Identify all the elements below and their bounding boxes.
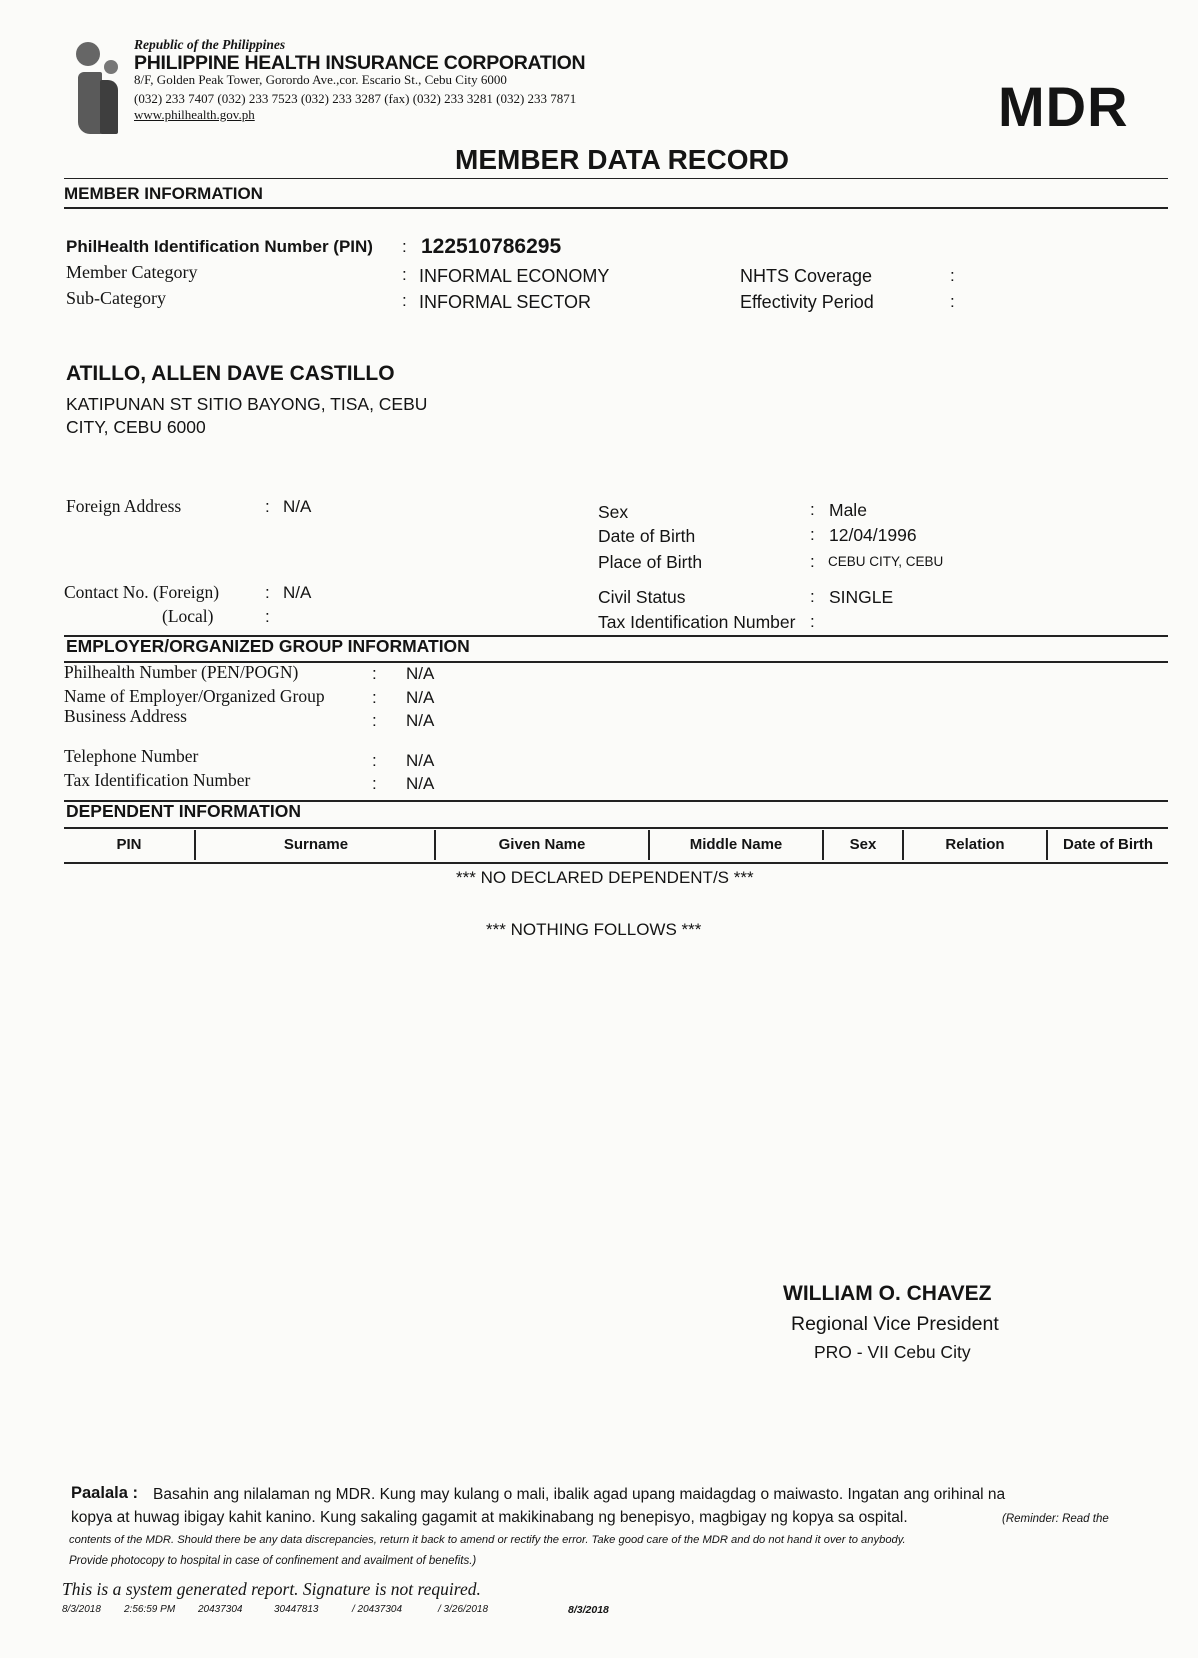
- stamp-date2: / 3/26/2018: [438, 1604, 489, 1615]
- dependent-header-top-rule: [64, 827, 1168, 829]
- reminder-line2: Provide photocopy to hospital in case of confinement and availment of benefits.): [69, 1555, 477, 1567]
- signatory-name: WILLIAM O. CHAVEZ: [783, 1282, 992, 1305]
- member-address-line2: CITY, CEBU 6000: [66, 417, 206, 437]
- pen-colon: :: [372, 664, 377, 683]
- foreign-address-colon: :: [265, 497, 270, 516]
- member-tin-label: Tax Identification Number: [598, 612, 796, 632]
- member-name: ATILLO, ALLEN DAVE CASTILLO: [66, 362, 395, 385]
- signatory-office: PRO - VII Cebu City: [814, 1342, 971, 1362]
- employer-tin-value: N/A: [406, 774, 435, 793]
- member-category-colon: :: [402, 265, 407, 284]
- paalala-line2: kopya at huwag ibigay kahit kanino. Kung sakaling gagamit at makikinabang ng benepisyo, magbigay ng kopya sa ospital.: [71, 1509, 908, 1526]
- stamp-code2: 30447813: [274, 1604, 319, 1615]
- corporation-name: PHILIPPINE HEALTH INSURANCE CORPORATION: [134, 52, 586, 74]
- member-tin-colon: :: [810, 612, 815, 631]
- sub-category-label: Sub-Category: [66, 288, 166, 308]
- member-info-heading: MEMBER INFORMATION: [64, 184, 263, 203]
- sub-category-colon: :: [402, 291, 407, 310]
- effectivity-label: Effectivity Period: [740, 292, 874, 312]
- signatory-position: Regional Vice President: [791, 1313, 999, 1335]
- employer-phone-value: N/A: [406, 751, 435, 770]
- reminder-line1: contents of the MDR. Should there be any data discrepancies, return it back to amend or rectify the error. Take good care of the MDR and do not hand it over to anybody.: [69, 1534, 906, 1546]
- effectivity-colon: :: [950, 292, 955, 311]
- nhts-colon: :: [950, 266, 955, 285]
- pin-label: PhilHealth Identification Number (PIN): [66, 237, 373, 256]
- civil-status-value: SINGLE: [829, 587, 894, 607]
- pob-colon: :: [810, 552, 815, 571]
- logo-i-icon: [78, 72, 102, 134]
- paalala-label: Paalala :: [71, 1484, 138, 1502]
- col-pin: PIN: [116, 836, 142, 853]
- dob-colon: :: [810, 525, 815, 544]
- logo-dot-small-icon: [104, 60, 118, 74]
- member-category-label: Member Category: [66, 262, 198, 282]
- title-rule: [64, 178, 1168, 179]
- business-address-colon: :: [372, 711, 377, 730]
- contact-foreign-colon: :: [265, 583, 270, 602]
- foreign-address-label: Foreign Address: [66, 496, 182, 516]
- business-address-label: Business Address: [64, 706, 187, 726]
- pen-label: Philhealth Number (PEN/POGN): [64, 662, 299, 682]
- contact-foreign-value: N/A: [283, 583, 312, 602]
- col-middle-name: Middle Name: [689, 836, 783, 853]
- col-date-of-birth: Date of Birth: [1063, 836, 1153, 853]
- foreign-address-value: N/A: [283, 497, 312, 516]
- member-info-rule: [64, 207, 1168, 209]
- employer-info-heading: EMPLOYER/ORGANIZED GROUP INFORMATION: [66, 636, 470, 656]
- dependent-info-heading: DEPENDENT INFORMATION: [66, 801, 301, 821]
- employer-tin-label: Tax Identification Number: [64, 770, 251, 790]
- paalala-line1: Basahin ang nilalaman ng MDR. Kung may kulang o mali, ibalik agad upang maidagdag o maiwasto. Ingatan ang orihinal na: [153, 1486, 1006, 1503]
- contact-foreign-label: Contact No. (Foreign): [64, 582, 220, 602]
- business-address-value: N/A: [406, 711, 435, 730]
- contact-local-label: (Local): [162, 606, 214, 626]
- mdr-badge: MDR: [998, 75, 1129, 138]
- pen-value: N/A: [406, 664, 435, 683]
- stamp-code1: 20437304: [198, 1604, 243, 1615]
- sex-value: Male: [829, 500, 867, 520]
- corporation-address: 8/F, Golden Peak Tower, Gorordo Ave.,cor. Escario St., Cebu City 6000: [134, 72, 507, 87]
- page-title: MEMBER DATA RECORD: [455, 144, 789, 175]
- sex-label: Sex: [598, 502, 629, 522]
- pob-label: Place of Birth: [598, 552, 703, 572]
- member-address-line1: KATIPUNAN ST SITIO BAYONG, TISA, CEBU: [66, 394, 428, 414]
- col-surname: Surname: [283, 836, 349, 853]
- dob-label: Date of Birth: [598, 526, 696, 546]
- contact-local-colon: :: [265, 607, 270, 626]
- sex-colon: :: [810, 500, 815, 519]
- philhealth-logo: [74, 40, 130, 136]
- pob-value: CEBU CITY, CEBU: [828, 554, 944, 569]
- employer-tin-colon: :: [372, 774, 377, 793]
- stamp-time: 2:56:59 PM: [124, 1604, 176, 1615]
- sub-category-value: INFORMAL SECTOR: [419, 292, 592, 312]
- corporation-website[interactable]: www.philhealth.gov.ph: [134, 107, 255, 122]
- stamp-date3: 8/3/2018: [568, 1604, 609, 1616]
- employer-phone-colon: :: [372, 751, 377, 770]
- dob-value: 12/04/1996: [829, 525, 917, 545]
- employer-name-colon: :: [372, 688, 377, 707]
- corporation-phones: (032) 233 7407 (032) 233 7523 (032) 233 3287 (fax) (032) 233 3281 (032) 233 7871: [134, 91, 577, 106]
- stamp-code3: / 20437304: [352, 1604, 403, 1615]
- employer-name-label: Name of Employer/Organized Group: [64, 686, 325, 706]
- dependent-header-bottom-rule: [64, 862, 1168, 864]
- col-relation: Relation: [945, 836, 1005, 853]
- logo-dot-icon: [76, 42, 100, 66]
- nothing-follows-message: *** NOTHING FOLLOWS ***: [486, 920, 702, 939]
- col-sex: Sex: [849, 836, 877, 853]
- logo-h-icon: [100, 80, 118, 134]
- system-generated-note: This is a system generated report. Signature is not required.: [62, 1579, 481, 1599]
- pin-value: 122510786295: [421, 235, 562, 258]
- stamp-date: 8/3/2018: [62, 1604, 101, 1615]
- republic-label: Republic of the Philippines: [134, 37, 286, 52]
- reminder-start: (Reminder: Read the: [1002, 1513, 1109, 1525]
- employer-phone-label: Telephone Number: [64, 746, 199, 766]
- pin-colon: :: [402, 237, 407, 256]
- employer-name-value: N/A: [406, 688, 435, 707]
- civil-status-label: Civil Status: [598, 587, 686, 607]
- col-given-name: Given Name: [498, 836, 586, 853]
- civil-status-colon: :: [810, 587, 815, 606]
- member-category-value: INFORMAL ECONOMY: [419, 266, 610, 286]
- no-dependents-message: *** NO DECLARED DEPENDENT/S ***: [456, 868, 754, 887]
- nhts-label: NHTS Coverage: [740, 266, 873, 286]
